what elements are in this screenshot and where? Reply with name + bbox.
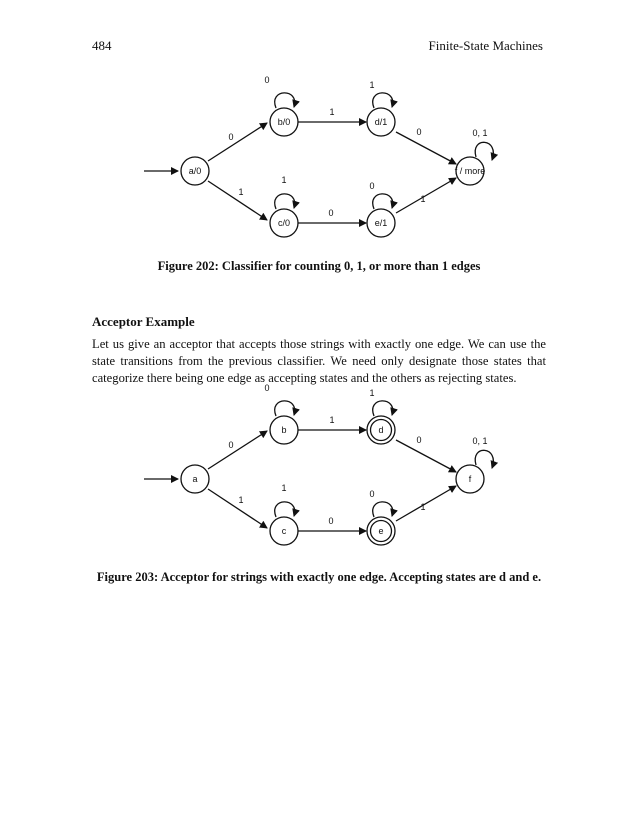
edge-d-f [396,132,456,164]
edge-d-f-label: 0 [416,435,422,445]
edge-d-f-label: 0 [416,127,422,137]
state-d-label: d/1 [374,117,388,127]
loop-f [475,142,493,160]
loop-b [275,401,295,416]
state-c-label: c [281,526,287,536]
figure-203-caption: Figure 203: Acceptor for strings with exactly one edge. Accepting states are d and e. [96,570,542,584]
loop-e-label: 0 [369,181,375,191]
edge-a-c-label: 1 [238,495,244,505]
loop-c-label: 1 [281,483,287,493]
loop-f [475,450,493,468]
edge-a-b [208,431,267,469]
loop-d-label: 1 [369,80,375,90]
section-heading: Acceptor Example [92,314,195,329]
edge-e-f-label: 1 [420,502,426,512]
page-number: 484 [92,38,112,53]
figure-202-caption: Figure 202: Classifier for counting 0, 1, or more than 1 edges [157,259,481,273]
loop-d [373,401,393,416]
state-f-label: f [468,474,472,484]
state-f-label: f / more [454,166,486,176]
running-title: Finite-State Machines [428,38,543,53]
loop-f-label: 0, 1 [472,436,488,446]
state-c-label: c/0 [277,218,291,228]
figure-203-diagram [0,368,638,568]
body-paragraph: Let us give an acceptor that accepts those strings with exactly one edge. We can use the state transitions from the previous classifier. We need only designate those states that categorize there being one edge as accepting states and the others as rejecting states. [92,337,546,385]
loop-d-label: 1 [369,388,375,398]
figure-202-diagram [0,60,638,260]
edge-a-b-label: 0 [228,132,234,142]
state-b-label: b [281,425,287,435]
state-a-label: a [192,474,198,484]
loop-c [275,502,295,517]
state-a-label: a/0 [188,166,202,176]
loop-b-label: 0 [264,383,270,393]
state-e-label: e/1 [374,218,388,228]
loop-e-label: 0 [369,489,375,499]
edge-c-e-label: 0 [328,516,334,526]
state-d-label: d [378,425,384,435]
edge-b-d-label: 1 [329,107,335,117]
edge-e-f [396,178,456,213]
loop-d [373,93,393,108]
state-b-label: b/0 [277,117,291,127]
state-e-label: e [378,526,384,536]
edge-d-f [396,440,456,472]
edge-a-c-label: 1 [238,187,244,197]
edge-a-b-label: 0 [228,440,234,450]
edge-a-b [208,123,267,161]
loop-e [373,502,393,517]
loop-c-label: 1 [281,175,287,185]
loop-c [275,194,295,209]
loop-e [373,194,393,209]
edge-c-e-label: 0 [328,208,334,218]
edge-e-f [396,486,456,521]
loop-b [275,93,295,108]
loop-f-label: 0, 1 [472,128,488,138]
loop-b-label: 0 [264,75,270,85]
edge-e-f-label: 1 [420,194,426,204]
edge-b-d-label: 1 [329,415,335,425]
